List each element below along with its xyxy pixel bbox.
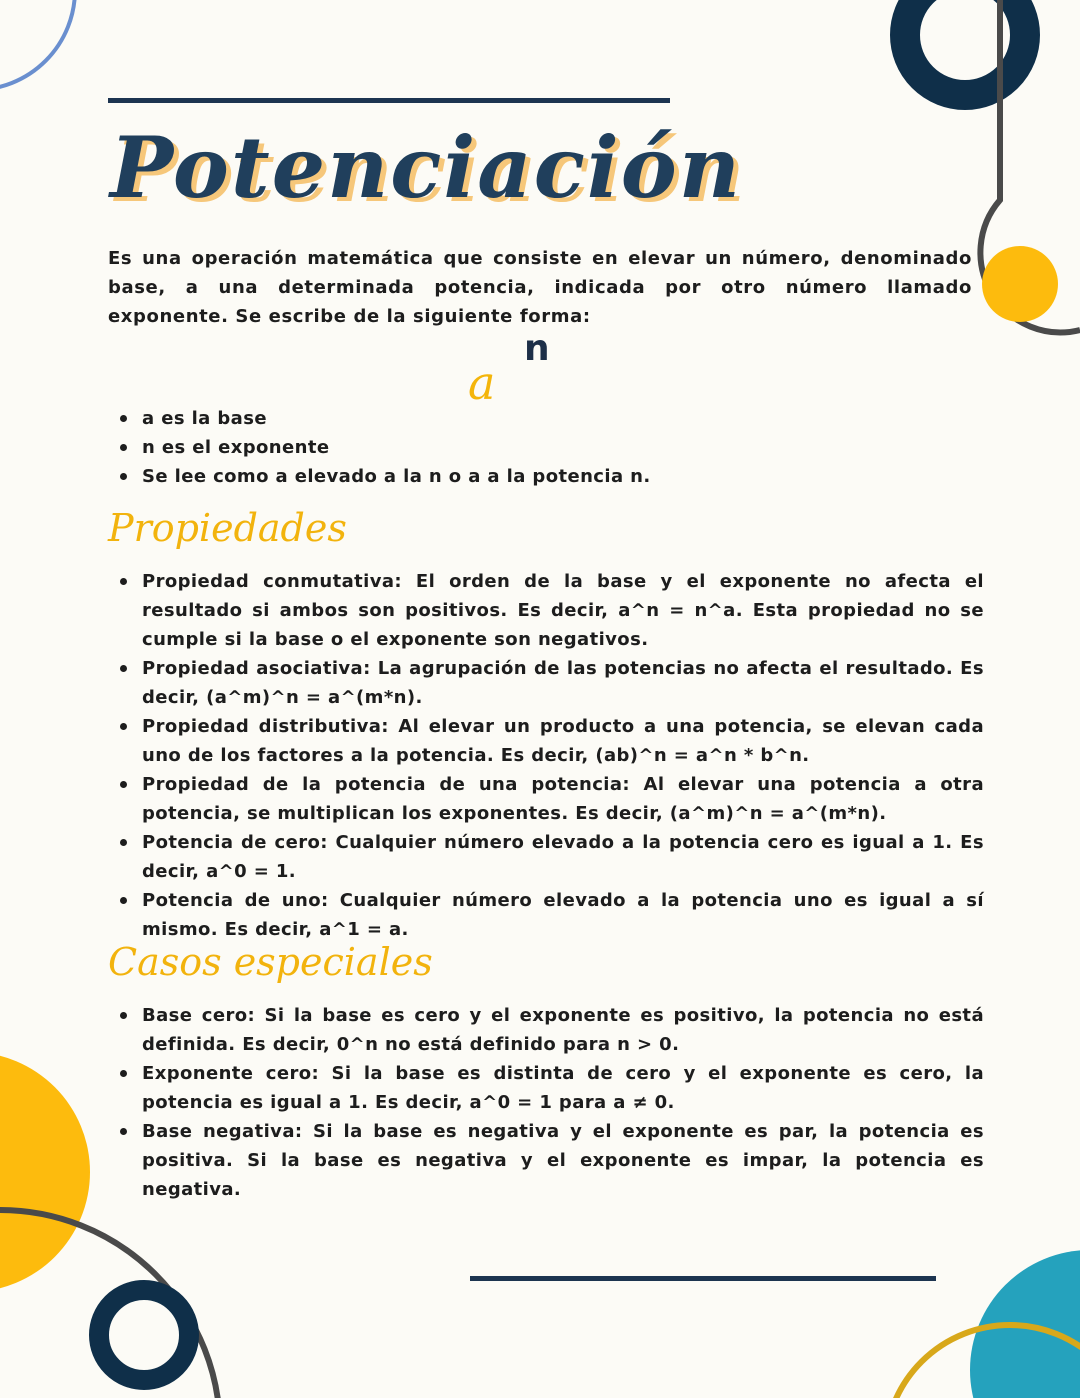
list-item: Potencia de cero: Cualquier número elevado a la potencia cero es igual a 1. Es decir, a^0 = 1.: [108, 828, 984, 886]
special-cases-heading: Casos especiales: [108, 940, 433, 984]
list-item: Se lee como a elevado a la n o a a la potencia n.: [108, 462, 708, 491]
bottom-left-navy-ring: [99, 1290, 189, 1380]
list-item: a es la base: [108, 404, 708, 433]
list-item: Propiedad conmutativa: El orden de la base y el exponente no afecta el resultado si ambos son positivos. Es decir, a^n = n^a. Esta propiedad no se cumple si la base o el exponente son negativos.: [108, 567, 984, 654]
bottom-rule: [470, 1276, 936, 1281]
list-item: Exponente cero: Si la base es distinta de cero y el exponente es cero, la potencia es igual a 1. Es decir, a^0 = 1 para a ≠ 0.: [108, 1059, 984, 1117]
formula-exponent: n: [524, 328, 550, 369]
list-item: Base cero: Si la base es cero y el exponente es positivo, la potencia no está definida. Es decir, 0^n no está definido para n > 0.: [108, 1001, 984, 1059]
list-item: Propiedad asociativa: La agrupación de las potencias no afecta el resultado. Es decir, (a^m)^n = a^(m*n).: [108, 654, 984, 712]
basic-points-list: [108, 404, 708, 491]
properties-list: [108, 567, 984, 944]
list-item: Potencia de uno: Cualquier número elevado a la potencia uno es igual a sí mismo. Es decir, a^1 = a.: [108, 886, 984, 944]
top-right-navy-ring: [905, 0, 1025, 95]
intro-paragraph: Es una operación matemática que consiste en elevar un número, denominado base, a una determinada potencia, indicada por otro número llamado exponente. Se escribe de la siguiente forma:: [108, 248, 972, 327]
list-item: Propiedad de la potencia de una potencia: Al elevar una potencia a otra potencia, se multiplican los exponentes. Es decir, (a^m)^n = a^(m*n).: [108, 770, 984, 828]
page-title: Potenciación: [110, 118, 742, 217]
bottom-left-yellow-circle: [0, 1052, 90, 1292]
list-item: Propiedad distributiva: Al elevar un producto a una potencia, se elevan cada uno de los factores a la potencia. Es decir, (ab)^n = a^n * b^n.: [108, 712, 984, 770]
power-formula: [468, 328, 558, 408]
list-item: Base negativa: Si la base es negativa y el exponente es par, la potencia es positiva. Si la base es negativa y el exponente es impar, la potencia es negativa.: [108, 1117, 984, 1204]
properties-heading: Propiedades: [108, 506, 347, 550]
special-cases-list: [108, 1001, 984, 1204]
list-item: n es el exponente: [108, 433, 708, 462]
yellow-dot: [982, 246, 1058, 322]
top-left-arc: [0, 0, 75, 90]
formula-base: a: [468, 356, 496, 410]
top-rule: [108, 98, 670, 103]
